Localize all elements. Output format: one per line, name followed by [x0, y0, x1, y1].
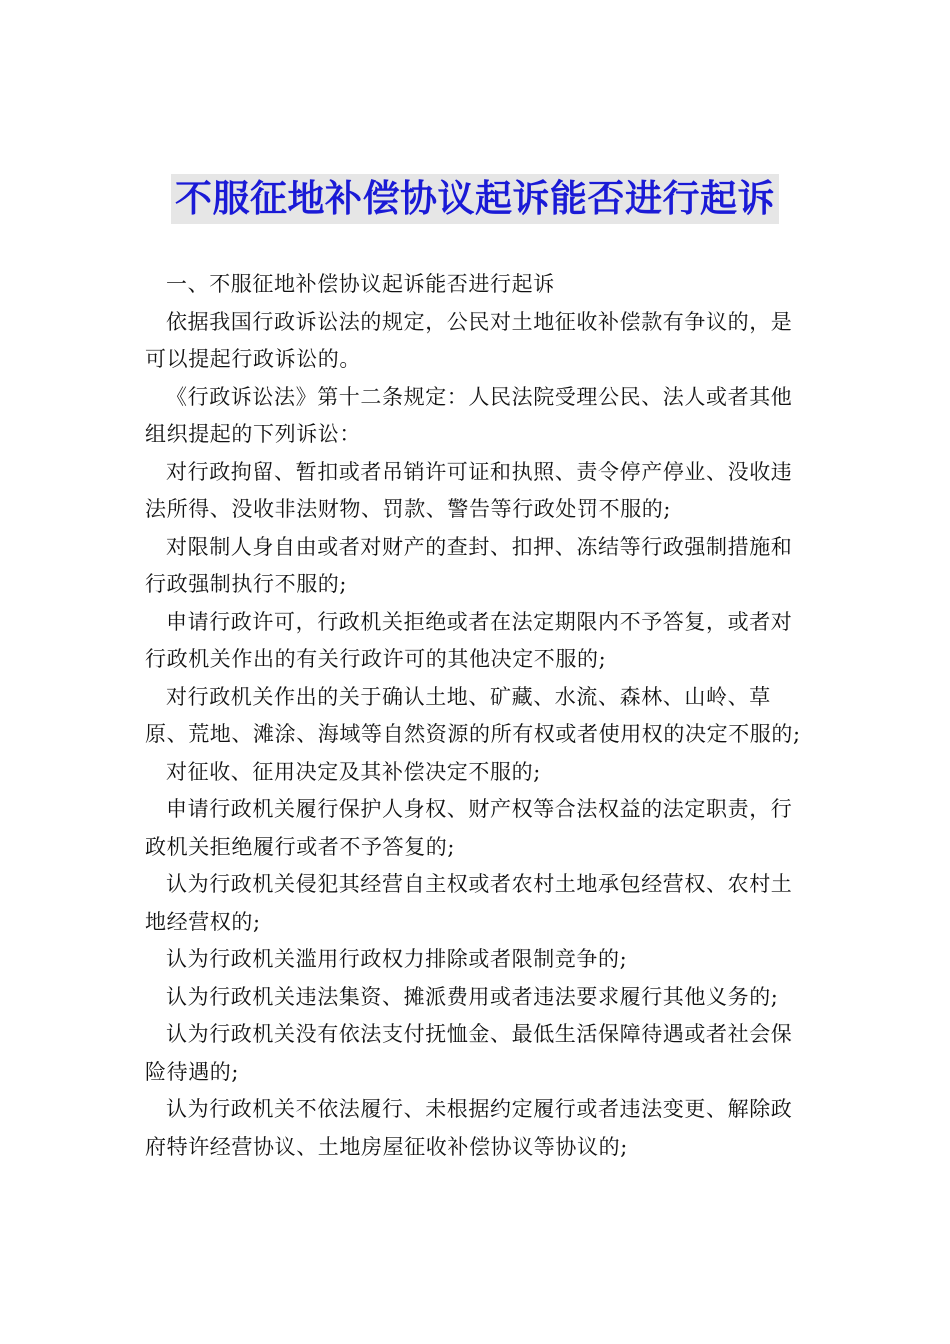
paragraph: 依据我国行政诉讼法的规定，公民对土地征收补偿款有争议的，是可以提起行政诉讼的。 — [145, 309, 793, 371]
paragraph: 对行政机关作出的关于确认土地、矿藏、水流、森林、山岭、草原、荒地、滩涂、海域等自然资源的所有权或者使用权的决定不服的; — [145, 684, 801, 746]
paragraph: 《行政诉讼法》第十二条规定：人民法院受理公民、法人或者其他组织提起的下列诉讼： — [145, 384, 793, 446]
paragraph: 对行政拘留、暂扣或者吊销许可证和执照、责令停产停业、没收违法所得、没收非法财物、罚款、警告等行政处罚不服的; — [145, 459, 793, 521]
paragraph: 认为行政机关滥用行政权力排除或者限制竞争的; — [166, 947, 628, 971]
paragraph: 申请行政机关履行保护人身权、财产权等合法权益的法定职责，行政机关拒绝履行或者不予答复的; — [145, 797, 793, 859]
document-title: 不服征地补偿协议起诉能否进行起诉 — [171, 174, 779, 224]
paragraph: 认为行政机关违法集资、摊派费用或者违法要求履行其他义务的; — [166, 984, 779, 1009]
paragraph-section-heading: 一、不服征地补偿协议起诉能否进行起诉 — [166, 272, 555, 296]
paragraph: 对征收、征用决定及其补偿决定不服的; — [166, 759, 541, 784]
title-container — [0, 174, 950, 224]
paragraph: 申请行政许可，行政机关拒绝或者在法定期限内不予答复，或者对行政机关作出的有关行政许可的其他决定不服的; — [145, 609, 793, 671]
paragraph: 认为行政机关不依法履行、未根据约定履行或者违法变更、解除政府特许经营协议、土地房屋征收补偿协议等协议的; — [145, 1097, 793, 1159]
paragraph: 认为行政机关没有依法支付抚恤金、最低生活保障待遇或者社会保险待遇的; — [145, 1022, 793, 1084]
paragraph: 认为行政机关侵犯其经营自主权或者农村土地承包经营权、农村土地经营权的; — [145, 872, 793, 934]
document-body — [145, 266, 810, 1166]
paragraph: 对限制人身自由或者对财产的查封、扣押、冻结等行政强制措施和行政强制执行不服的; — [145, 534, 793, 596]
